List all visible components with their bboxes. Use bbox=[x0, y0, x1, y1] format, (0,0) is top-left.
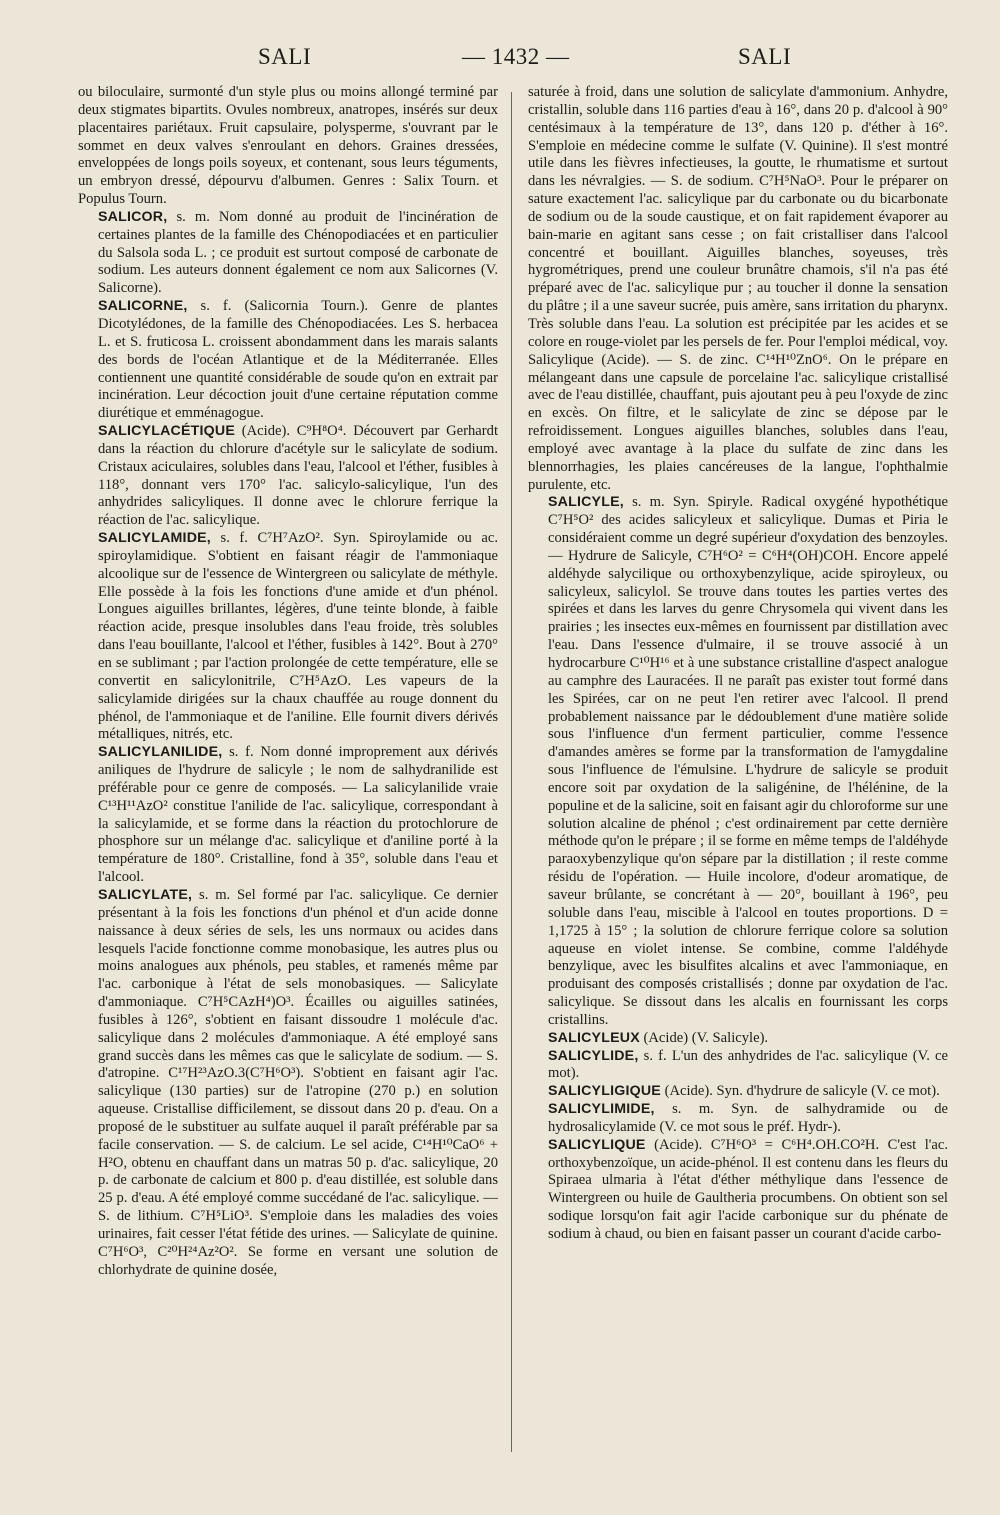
entry-headword: SALICORNE, bbox=[98, 298, 188, 315]
running-head-right: SALI bbox=[738, 44, 792, 69]
dictionary-entry bbox=[78, 209, 498, 298]
entry-headword: SALICYLAMIDE, bbox=[98, 530, 211, 547]
dictionary-entry bbox=[528, 1030, 948, 1048]
dictionary-entry bbox=[528, 1048, 948, 1084]
entry-text: (Acide). C⁹H⁸O⁴. Découvert par Gerhardt dans la réaction du chlorure d'acétyle sur le salicylate de sodium. Cristaux aciculaires, solubles dans l'eau, l'alcool et l'éther, fusibles à 118°, donnant vers 170° l'ac. salicylo-salicylique, l'un des anhydrides salicyliques. Il donne avec le chlorure ferrique la réaction de l'ac. salicylique. bbox=[98, 423, 498, 529]
entry-headword: SALICYLACÉTIQUE bbox=[98, 423, 235, 440]
page-header bbox=[0, 44, 1000, 84]
entry-text: (Acide). C⁷H⁶O³ = C⁶H⁴.OH.CO²H. C'est l'ac. orthoxybenzoïque, un acide-phénol. Il est contenu dans les fleurs du Spiraea ulmaria à l'état d'éther méthylique dans l'essence de Wintergreen ou huile de Gaultheria procumbens. On obtient son sel sodique lorsqu'on fait agir l'acide carbonique sur du phénate de sodium à chaud, ou bien en faisant passer un courant d'acide carbo- bbox=[548, 1136, 948, 1242]
entry-text: s. f. L'un des anhydrides de l'ac. salicylique (V. ce mot). bbox=[548, 1047, 948, 1082]
entry-headword: SALICYLATE, bbox=[98, 886, 193, 903]
dictionary-entry bbox=[78, 530, 498, 744]
continued-entry-text: ou biloculaire, surmonté d'un style plus ou moins allongé terminé par deux stigmates bipartits. Ovules nombreux, anatropes, insérés sur deux placentaires pariétaux. Fruit capsulaire, polysperme, s'ouvrant par le sommet en deux valves s'enroulant en dehors. Graines dressées, enveloppées de longs poils soyeux, et contenant, sous leurs téguments, un embryon dressé, dépourvu d'albumen. Genres : Salix Tourn. et Populus Tourn. bbox=[78, 84, 498, 208]
entry-text: s. f. C⁷H⁷AzO². Syn. Spiroylamide ou ac. spiroylamidique. S'obtient en faisant réagir de l'ammoniaque alcoolique sur de l'essence de Wintergreen ou salicylate de méthyle. Elle possède à la fois les fonctions d'une amide et d'un phénol. Longues aiguilles brillantes, légères, d'une teinte blonde, à faible réaction acide, presque insolubles dans l'eau froide, très solubles dans l'eau bouillante, l'alcool et l'éther, fusibles à 142°. Bout à 270° en se sublimant ; par l'action prolongée de cette température, elle se convertit en salicylonitrile, C⁷H⁵AzO. Les vapeurs de la salicylamide dirigées sur la chaux chauffée au rouge donnent du phénol, de l'ammoniaque et de l'aniline. Elle fournit divers dérivés métalliques, nitrés, etc. bbox=[98, 530, 498, 743]
entry-text: s. f. Nom donné improprement aux dérivés aniliques de l'hydrure de salicyle ; le nom de salhydranilide est préférable pour ce genre de composés. — La salicylanilide vraie C¹³H¹¹AzO² constitue l'anilide de l'ac. salicylique, correspondant à la salicylamide, et se forme dans la réaction du protochlorure de phosphore sur un mélange d'ac. salicylique et d'aniline porté à la température de 180°. Cristalline, fond à 35°, soluble dans l'eau et l'alcool. bbox=[98, 744, 498, 886]
entry-headword: SALICYLEUX bbox=[548, 1029, 640, 1046]
entry-headword: SALICYLE, bbox=[548, 494, 624, 511]
continued-entry-text: saturée à froid, dans une solution de salicylate d'ammonium. Anhydre, cristallin, soluble dans 116 parties d'eau à 16°, dans 20 p. d'alcool à 90° centésimaux à la température de 13°, dans 120 p. d'éther à 16°. S'emploie en médecine comme le sulfate (V. Quinine). Il s'est montré utile dans les fièvres infectieuses, la goutte, le rhumatisme et surtout dans les névralgies. — S. de sodium. C⁷H⁵NaO³. Pour le préparer on sature exactement l'ac. salicylique par du carbonate ou du bicarbonate de sodium ou de la soude caustique, et on fait rapidement évaporer au bain-marie en agitant sans cesse ; on fait cristalliser dans l'alcool concentré et bouillant. Aiguilles blanches, soyeuses, très hygrométriques, prend une couleur brunâtre chamois, s'il n'a pas été préparé avec de l'ac. salicylique pur ; au toucher il donne la sensation du plâtre ; il a une saveur sucrée, puis amère, sans irritation du pharynx. Très soluble dans l'eau. La solution est précipitée par les acides et se colore en rouge-violet par les persels de fer. Pour l'emploi médical, voy. Salicylique (Acide). — S. de zinc. C¹⁴H¹⁰ZnO⁶. On le prépare en mélangeant dans une capsule de porcelaine l'ac. salicylique cristallisé avec de l'eau distillée, chauffant, puis ajoutant peu à peu l'oxyde de zinc en excès. On filtre, et le salicylate de zinc se dépose par le refroidissement. Longues aiguilles blanches, solubles dans l'eau, employé avec avantage à la place du sulfate de zinc dans les blennorrhagies, les plaies cancéreuses de la langue, l'ophthalmie purulente, etc. bbox=[528, 84, 948, 493]
entry-headword: SALICYLIQUE bbox=[548, 1136, 646, 1153]
entry-text: s. m. Sel formé par l'ac. salicylique. Ce dernier présentant à la fois les fonctions d'un phénol et d'un acide donne naissance à deux séries de sels, les uns normaux ou acides dans lesquels l'acide fonctionne comme monobasique, les autres plus ou moins analogues aux phénols, peu stables, et ramenés même par l'ac. carbonique à l'état de sels monobasiques. — Salicylate d'ammoniaque. C⁷H⁵CAzH⁴)O³. Écailles ou aiguilles satinées, fusibles à 126°, s'obtient en faisant dissoudre 1 molécule d'ac. salicylique dans 2 molécules d'ammoniaque. A été employé sans grand succès dans les mêmes cas que le salicylate de sodium. — S. d'atropine. C¹⁷H²³AzO.3(C⁷H⁶O³). S'obtient en faisant agir l'ac. salicylique (130 parties) sur de l'atropine (270 p.) en solution aqueuse. Cristallise difficilement, se dissout dans 20 p. d'eau. On a proposé de le substituer au sulfate auquel il paraît préférable par sa facile conservation. — S. de calcium. Le sel acide, C¹⁴H¹⁰CaO⁶ + H²O, obtenu en chauffant dans un matras 50 p. d'ac. salicylique, 20 p. de carbonate de calcium et 800 p. d'eau distillée, est soluble dans 25 p. d'eau. A été employé comme succédané de l'ac. salicylique. — S. de lithium. C⁷H⁵LiO³. S'emploie dans les maladies des voies urinaires, fait cesser l'état fétide des urines. — Salicylate de quinine. C⁷H⁶O³, C²⁰H²⁴Az²O². Se forme en versant une solution de chlorhydrate de quinine dosée, bbox=[98, 886, 498, 1278]
entry-text: s. m. Syn. Spiryle. Radical oxygéné hypothétique C⁷H⁵O² des acides salicyleux et salicylique. Dumas et Piria le considéraient comme un degré supérieur d'oxydation des benzoyles. — Hydrure de Salicyle, C⁷H⁶O² = C⁶H⁴(OH)COH. Encore appelé aldéhyde salycilique ou orthoxybenzylique, acide spiroyleux, ou salicyleux, salicylol. Se trouve dans toutes les parties vertes des spirées et dans les larves du genre Chrysomela qui vivent dans les prairies ; les insectes eux-mêmes en fournissent par distillation avec l'eau. Dans l'essence d'ulmaire, il se trouve associé à un hydrocarbure C¹⁰H¹⁶ et à une substance cristalline d'aspect analogue au camphre des Lauracées. Il ne paraît pas exister tout formé dans les Spirées, car on ne peut l'en retirer avec l'alcool. Il prend probablement naissance par le dédoublement d'une matière solide sous l'influence d'un ferment particulier, comme l'essence d'amandes amères se forme par la transformation de l'amygdaline sous l'influence de l'émulsine. L'hydrure de salicyle se produit encore soit par oxydation de la saligénine, de l'hélénine, de la populine et de la salicine, soit en faisant agir du chloroforme sur une solution alcaline de phénol ; c'est ordinairement par cette dernière méthode qu'on le prépare ; il se forme en même temps de l'aldéhyde paraoxybenzylique qu'on sépare par la distillation ; il reste comme résidu de l'opération. — Huile incolore, d'odeur aromatique, de saveur brûlante, se concrétant à — 20°, bouillant à 196°, peu soluble dans l'eau, miscible à l'alcool en toutes proportions. D = 1,1725 à 15° ; la solution de chlorure ferrique colore sa solution aqueuse en violet intense. Se combine, comme l'aldéhyde benzylique, avec les bisulfites alcalins et avec l'ammoniaque, en produisant des composés cristallisés ; donne par oxydation de l'ac. salicylique. Se dissout dans les alcalis en fournissant les corps cristallins. bbox=[548, 494, 948, 1028]
column-divider bbox=[511, 92, 512, 1452]
left-column bbox=[78, 84, 498, 1280]
running-head-left: SALI bbox=[258, 44, 312, 69]
entry-text: s. f. (Salicornia Tourn.). Genre de plantes Dicotylédones, de la famille des Chénopodiacées. Les S. herbacea L. et S. fruticosa L. croissent abondamment dans les marais salants des bords de l'océan Atlantique et de la Méditerranée. Elles contiennent une quantité considérable de soude qu'on en extrait par incinération. Leur décoction jouit d'une certaine réputation comme diurétique et emménagogue. bbox=[98, 298, 498, 422]
dictionary-entry bbox=[78, 423, 498, 530]
entry-headword: SALICYLIGIQUE bbox=[548, 1083, 661, 1100]
entry-text: (Acide) (V. Salicyle). bbox=[643, 1029, 769, 1046]
entry-text: s. m. Syn. de salhydramide ou de hydrosalicylamide (V. ce mot sous le préf. Hydr-). bbox=[548, 1101, 948, 1135]
dictionary-entry bbox=[528, 1083, 948, 1101]
entry-headword: SALICOR, bbox=[98, 208, 168, 225]
right-column bbox=[528, 84, 948, 1244]
dictionary-entry bbox=[78, 298, 498, 423]
entry-headword: SALICYLIMIDE, bbox=[548, 1101, 655, 1118]
dictionary-entry bbox=[528, 494, 948, 1029]
entry-text: s. m. Nom donné au produit de l'incinération de certaines plantes de la famille des Chénopodiacées et en particulier du Salsola soda L. ; ce produit est surtout composé de carbonate de sodium. Les auteurs donnent également ce nom aux Salicornes (V. Salicorne). bbox=[98, 208, 498, 297]
page-number: — 1432 — bbox=[462, 44, 570, 69]
dictionary-entry bbox=[528, 1137, 948, 1244]
dictionary-entry bbox=[78, 744, 498, 887]
entry-headword: SALICYLANILIDE, bbox=[98, 744, 223, 761]
dictionary-entry bbox=[528, 1101, 948, 1137]
dictionary-entry bbox=[78, 887, 498, 1280]
entry-text: (Acide). Syn. d'hydrure de salicyle (V. ce mot). bbox=[664, 1083, 940, 1100]
entry-headword: SALICYLIDE, bbox=[548, 1047, 639, 1064]
